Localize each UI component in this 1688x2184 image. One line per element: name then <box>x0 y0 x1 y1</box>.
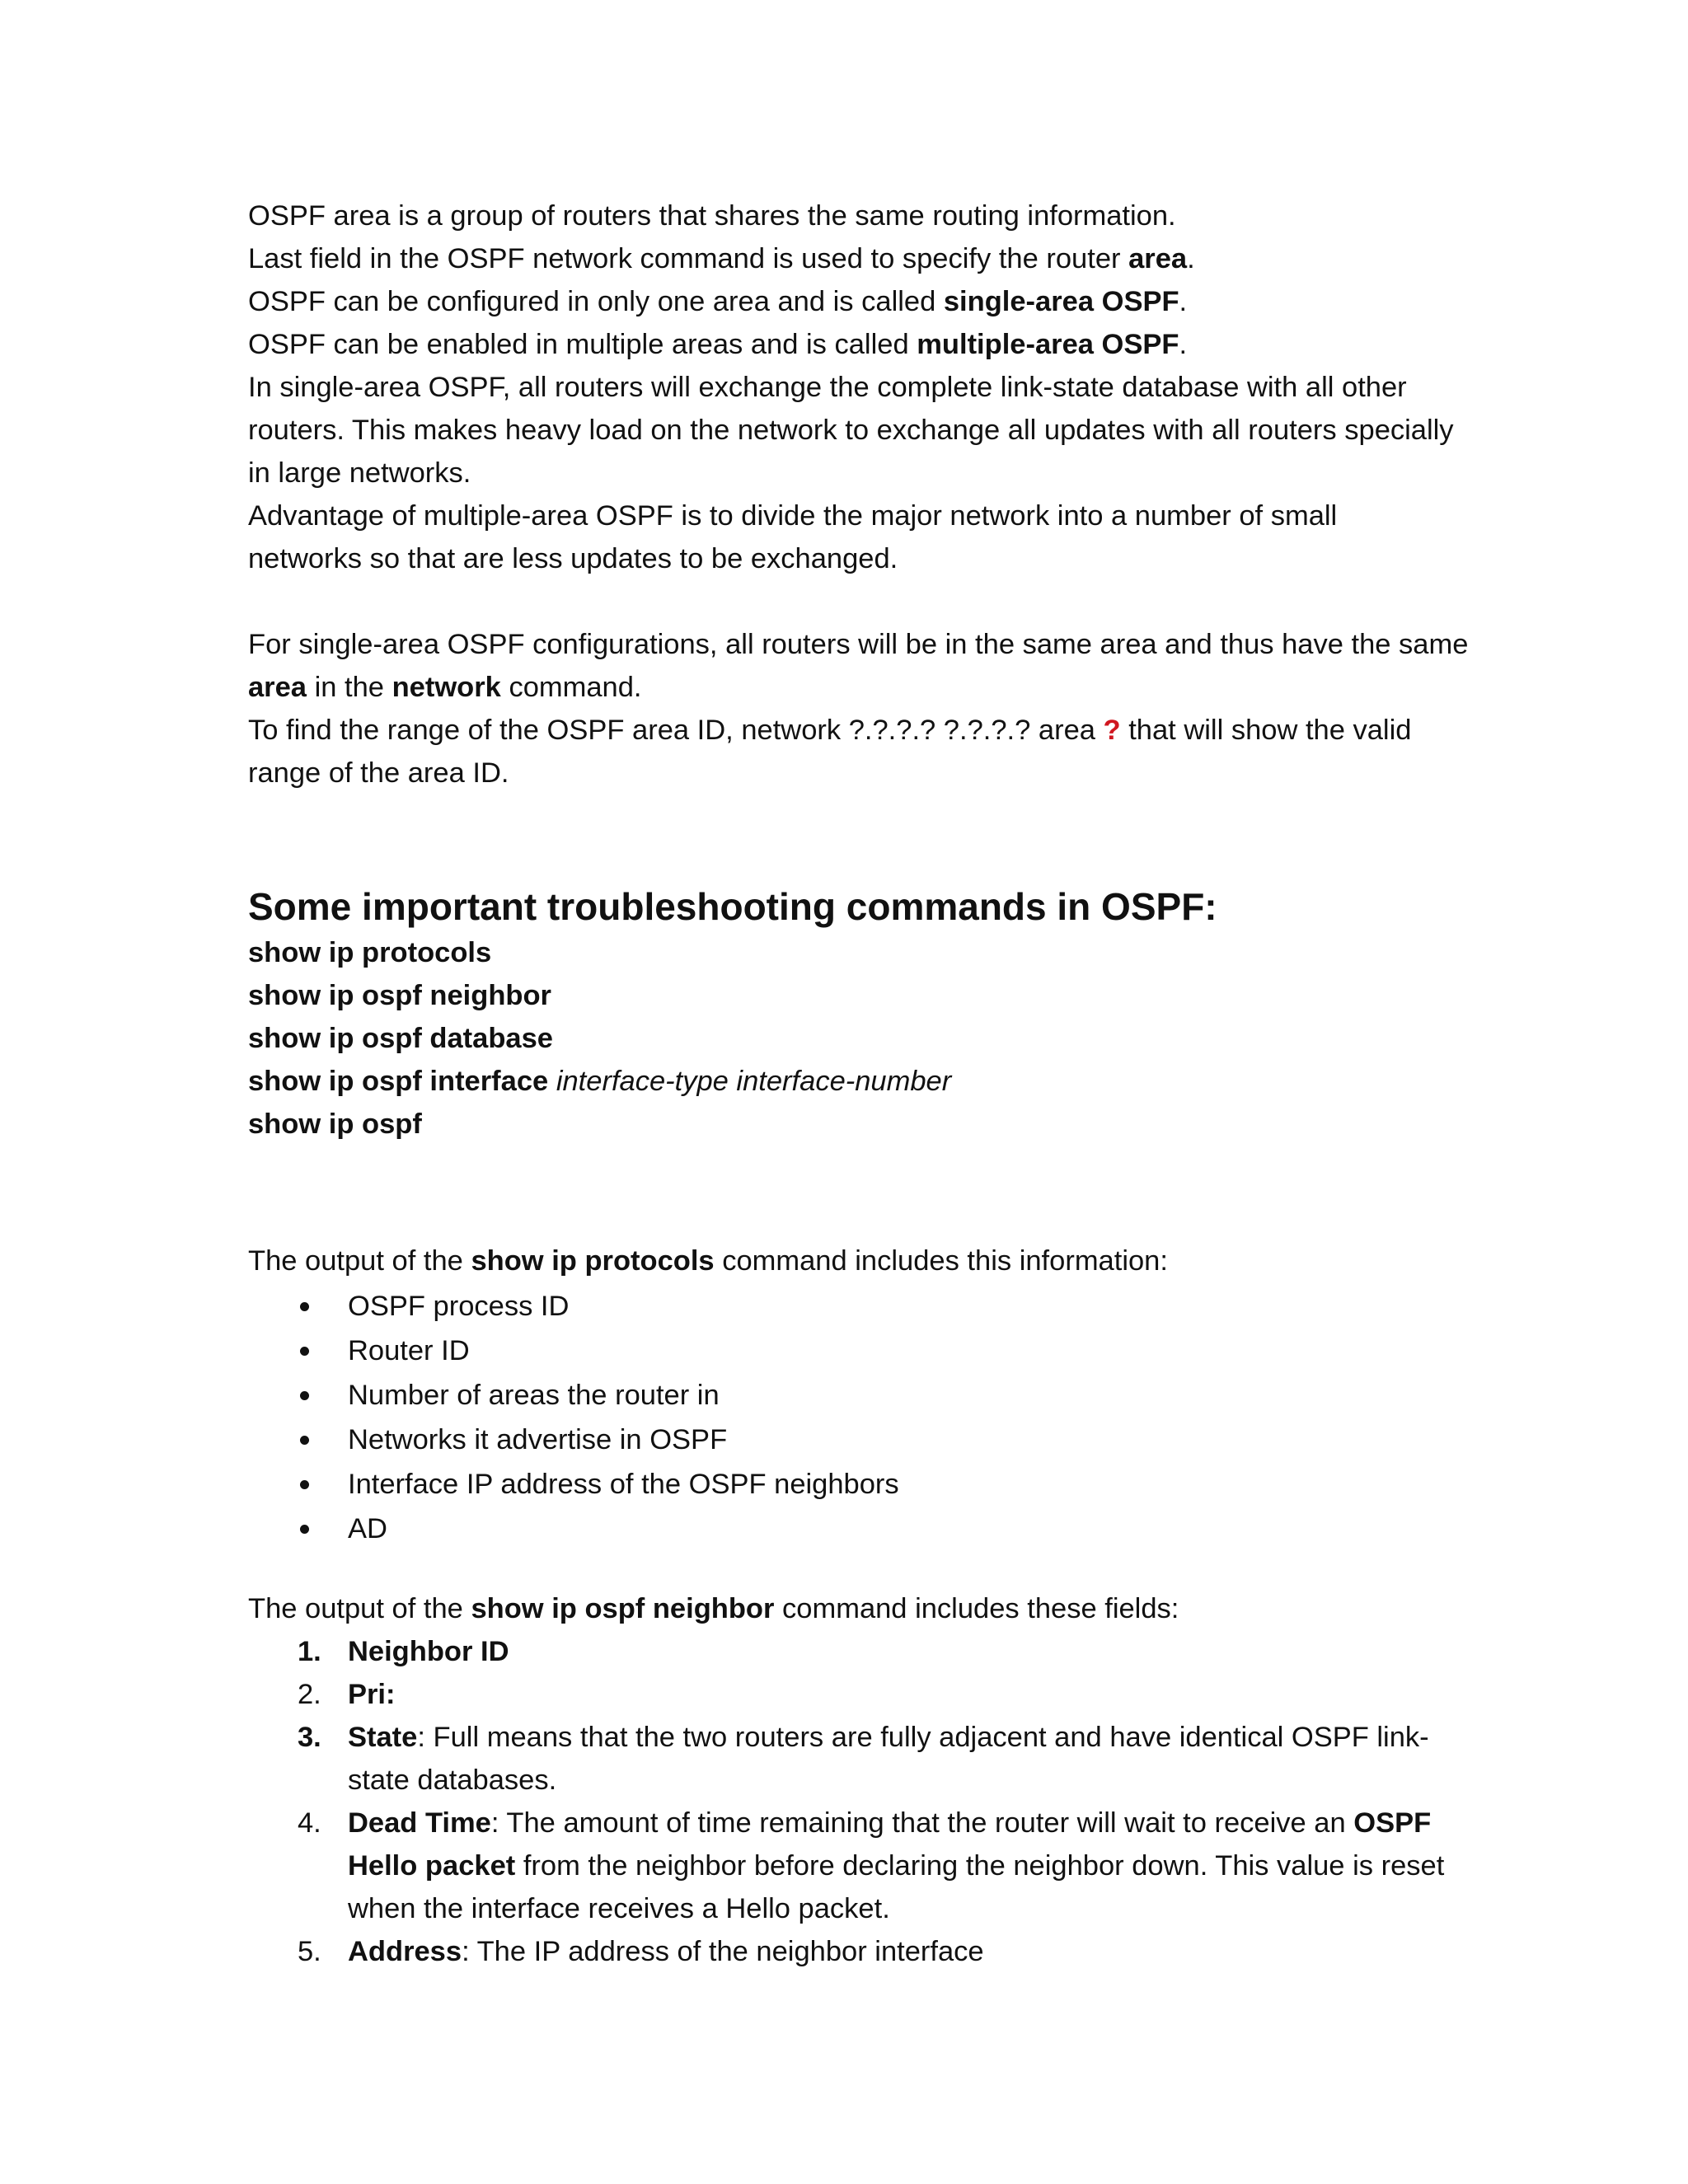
list-item-text: Networks it advertise in OSPF <box>348 1424 728 1455</box>
text: in the <box>307 672 392 703</box>
text: The output of the <box>248 1593 471 1624</box>
bold-term: network <box>392 672 501 703</box>
spacer <box>248 794 1451 874</box>
protocols-bullet-list <box>248 1284 1451 1551</box>
field-name: Pri: <box>348 1679 396 1710</box>
list-item-line <box>348 1802 1451 1844</box>
command-line <box>248 1060 1451 1103</box>
list-number: 3. <box>298 1722 321 1753</box>
single-area-line: range of the area ID. <box>248 757 509 789</box>
list-number: 4. <box>298 1807 321 1839</box>
command-line: show ip protocols <box>248 937 492 968</box>
protocols-intro <box>248 1240 1451 1282</box>
intro-line <box>248 237 1451 280</box>
troubleshooting-section <box>248 882 1451 1146</box>
list-number: 2. <box>298 1679 321 1710</box>
text: To find the range of the OSPF area ID, network ?.?.?.? ?.?.?.? area <box>248 715 1104 746</box>
text: : The IP address of the neighbor interface <box>462 1936 984 1967</box>
list-item-line <box>348 1930 1451 1973</box>
bold-term: show ip protocols <box>471 1245 715 1277</box>
intro-line: In single-area OSPF, all routers will exchange the complete link-state database with all other <box>248 372 1407 403</box>
spacer <box>248 1551 1451 1587</box>
spacer <box>248 580 1451 623</box>
red-question-mark: ? <box>1103 715 1121 746</box>
command-args: interface-type interface-number <box>556 1066 952 1097</box>
bold-term: area <box>1128 243 1188 274</box>
list-item <box>248 1462 1451 1507</box>
bold-term: Hello packet <box>348 1850 516 1882</box>
neighbor-field-list <box>248 1630 1451 1973</box>
text: OSPF can be configured in only one area and is called <box>248 286 944 317</box>
text: Last field in the OSPF network command is used to specify the router <box>248 243 1129 274</box>
field-name: Address <box>348 1936 462 1967</box>
spacer <box>248 1146 1451 1240</box>
intro-line: routers. This makes heavy load on the network to exchange all updates with all routers specially <box>248 415 1454 446</box>
text: OSPF can be enabled in multiple areas and is called <box>248 329 917 360</box>
list-item <box>248 1716 1451 1802</box>
single-area-line <box>248 666 1451 709</box>
section-heading: Some important troubleshooting commands in OSPF: <box>248 885 1217 928</box>
text: command. <box>500 672 642 703</box>
text: The output of the <box>248 1245 471 1277</box>
intro-line <box>248 323 1451 366</box>
bold-term: multiple-area OSPF <box>917 329 1179 360</box>
list-number: 1. <box>298 1636 321 1667</box>
document-body <box>248 194 1469 1973</box>
bullet-icon <box>300 1391 309 1400</box>
field-name: State <box>348 1722 418 1753</box>
intro-line: OSPF area is a group of routers that shares the same routing information. <box>248 200 1176 232</box>
list-item <box>248 1418 1451 1462</box>
intro-line <box>248 280 1451 323</box>
single-area-section <box>248 623 1469 794</box>
bold-term: OSPF <box>1353 1807 1432 1839</box>
text: . <box>1179 286 1188 317</box>
single-area-line: For single-area OSPF configurations, all routers will be in the same area and thus have the same <box>248 629 1469 660</box>
list-item-text: OSPF process ID <box>348 1291 570 1322</box>
list-item <box>248 1373 1451 1418</box>
list-item-text: AD <box>348 1513 387 1544</box>
list-item <box>248 1284 1451 1329</box>
list-item-text: Interface IP address of the OSPF neighbors <box>348 1469 899 1500</box>
list-item-line <box>348 1844 1451 1887</box>
command-line: show ip ospf neighbor <box>248 980 551 1011</box>
text: : The amount of time remaining that the router will wait to receive an <box>490 1807 1354 1839</box>
protocols-output-section <box>248 1240 1451 1551</box>
neighbor-output-section <box>248 1587 1451 1973</box>
text: that will show the valid <box>1120 715 1412 746</box>
bullet-icon <box>300 1302 309 1311</box>
intro-line: Advantage of multiple-area OSPF is to divide the major network into a number of small <box>248 500 1338 532</box>
text: . <box>1179 329 1188 360</box>
list-item-text: Router ID <box>348 1335 470 1366</box>
text: from the neighbor before declaring the neighbor down. This value is reset <box>515 1850 1445 1882</box>
text: command includes these fields: <box>774 1593 1179 1624</box>
list-item-text: Number of areas the router in <box>348 1380 720 1411</box>
command-line: show ip ospf database <box>248 1023 553 1054</box>
field-name: Dead Time <box>348 1807 491 1839</box>
list-item <box>248 1630 1451 1673</box>
list-item-line <box>348 1716 1451 1759</box>
bullet-icon <box>300 1525 309 1534</box>
command-name: show ip ospf interface <box>248 1066 549 1097</box>
list-item <box>248 1673 1451 1716</box>
list-number: 5. <box>298 1936 321 1967</box>
bullet-icon <box>300 1347 309 1356</box>
intro-line: networks so that are less updates to be exchanged. <box>248 543 898 574</box>
bold-term: single-area OSPF <box>943 286 1179 317</box>
text: command includes this information: <box>714 1245 1168 1277</box>
field-name: Neighbor ID <box>348 1636 509 1667</box>
list-item <box>248 1930 1451 1973</box>
list-item-line: when the interface receives a Hello packet. <box>348 1893 890 1924</box>
bullet-icon <box>300 1480 309 1489</box>
bold-term: area <box>248 672 307 703</box>
bullet-icon <box>300 1436 309 1445</box>
bold-term: show ip ospf neighbor <box>471 1593 775 1624</box>
intro-line: in large networks. <box>248 457 471 489</box>
single-area-line <box>248 709 1451 752</box>
command-line: show ip ospf <box>248 1108 422 1140</box>
list-item-line: state databases. <box>348 1765 557 1796</box>
list-item <box>248 1507 1451 1551</box>
text: . <box>1187 243 1195 274</box>
neighbor-intro <box>248 1587 1451 1630</box>
text: : Full means that the two routers are fully adjacent and have identical OSPF link- <box>417 1722 1429 1753</box>
list-item <box>248 1329 1451 1373</box>
intro-section <box>248 194 1454 580</box>
list-item <box>248 1802 1451 1930</box>
